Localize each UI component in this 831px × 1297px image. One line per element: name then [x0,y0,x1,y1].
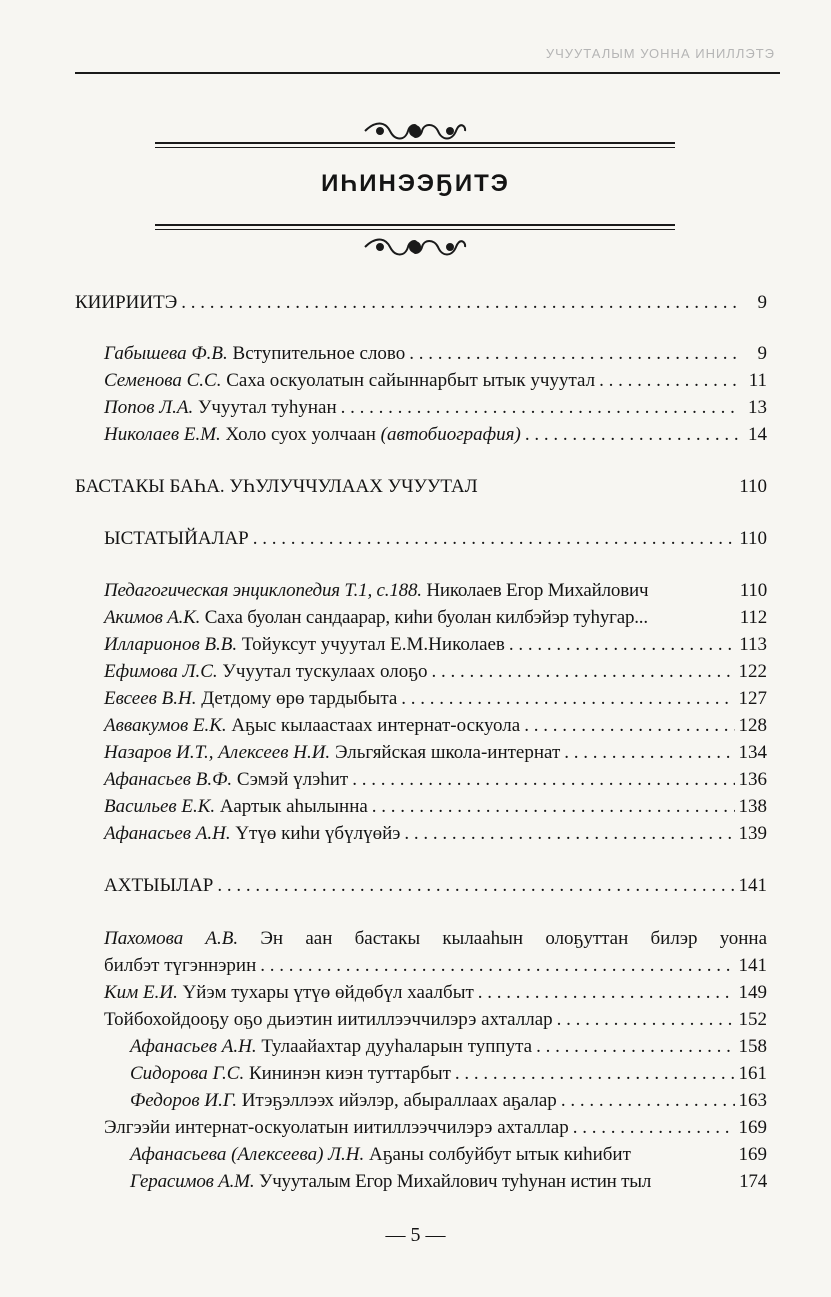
flourish-ornament-icon [360,118,470,144]
toc-entry[interactable]: Афанасьев А.Н. Үтүө киһи үбүлүөйэ . . . 139 [104,823,767,849]
toc-entry[interactable]: КИИРИИТЭ . . . 9 [75,292,767,318]
flourish-ornament-icon [360,234,470,260]
toc-entry[interactable]: Назаров И.Т., Алексеев Н.И. Эльгяйская школа-интернат . . . 134 [104,742,767,768]
toc-entry[interactable]: Афанасьев А.Н. Тулаайахтар дууһаларын туппута . . . 158 [130,1036,767,1062]
toc-entry[interactable]: Илларионов В.В. Тойуксут учуутал Е.М.Николаев . . . 113 [104,634,767,660]
toc-entry[interactable]: Васильев Е.К. Аартык аһылынна . . . 138 [104,796,767,822]
toc-entry[interactable]: Акимов А.К. Саха буолан сандаарар, киһи буолан килбэйэр туһугар... 112 [104,607,767,628]
toc-entry[interactable]: Ефимова Л.С. Учуутал тускулаах олоҕо . . . 122 [104,661,767,687]
toc-group[interactable]: Тойбохойдооҕу оҕо дьиэтин иитиллээччилэрэ ахталлар . . . 152 [104,1009,767,1035]
toc-entry[interactable]: Попов Л.А. Учуутал туһунан . . . 13 [104,397,767,423]
toc-section[interactable]: БАСТАКЫ БАҺА. УҺУЛУЧЧУЛААХ УЧУУТАЛ 110 [75,476,767,497]
running-header: УЧУУТАЛЫМ УОННА ИНИЛЛЭТЭ [545,46,775,61]
toc-entry[interactable]: Семенова С.С. Саха оскуолатын сайыннарбыт ытык учуутал . . . 11 [104,370,767,396]
toc-entry[interactable]: Афанасьева (Алексеева) Л.Н. Аҕаны солбуйбут ытык киһибит 169 [130,1144,767,1165]
page-number: — 5 — [385,1224,446,1246]
toc-entry[interactable]: Николаев Е.М. Холо суох уолчаан (автобиография) . . . 14 [104,424,767,450]
toc-entry-continuation[interactable]: билбэт түгэннэрин . . . 141 [104,955,767,981]
header-rule [75,72,780,74]
toc-subsection[interactable]: ЫСТАТЫЙАЛАР . . . 110 [104,528,767,554]
toc-entry[interactable]: Афанасьев В.Ф. Сэмэй үлэһит . . . 136 [104,769,767,795]
toc-group[interactable]: Элгээйи интернат-оскуолатын иитиллээччилэрэ ахталлар . . . 169 [104,1117,767,1143]
toc-entry[interactable]: Габышева Ф.В. Вступительное слово . . . 9 [104,343,767,369]
toc-entry-multiline[interactable]: Пахомова А.В. Эн аан бастакы кылааһын олоҕуттан билэр уонна [104,928,768,949]
toc-entry[interactable]: Сидорова Г.С. Кининэн киэн туттарбыт . . . 161 [130,1063,767,1089]
toc-entry[interactable]: Евсеев В.Н. Детдому өрө тардыбыта . . . 127 [104,688,767,714]
page-title: ИҺИНЭЭҔИТЭ [321,170,510,197]
toc-entry[interactable]: Федоров И.Г. Итэҕэллээх ийэлэр, абыраллаах аҕалар . . . 163 [130,1090,767,1116]
toc-entry[interactable]: Аввакумов Е.К. Аҕыс кылаастаах интернат-оскуола . . . 128 [104,715,767,741]
toc-entry[interactable]: Ким Е.И. Үйэм тухары үтүө өйдөбүл хаалбыт . . . 149 [104,982,767,1008]
toc-entry[interactable]: Педагогическая энциклопедия Т.1, с.188. Николаев Егор Михайлович 110 [104,580,767,601]
toc-subsection[interactable]: АХТЫЫЛАР . . . 141 [104,875,767,901]
toc-entry[interactable]: Герасимов А.М. Учууталым Егор Михайлович туһунан истин тыл 174 [130,1171,767,1192]
